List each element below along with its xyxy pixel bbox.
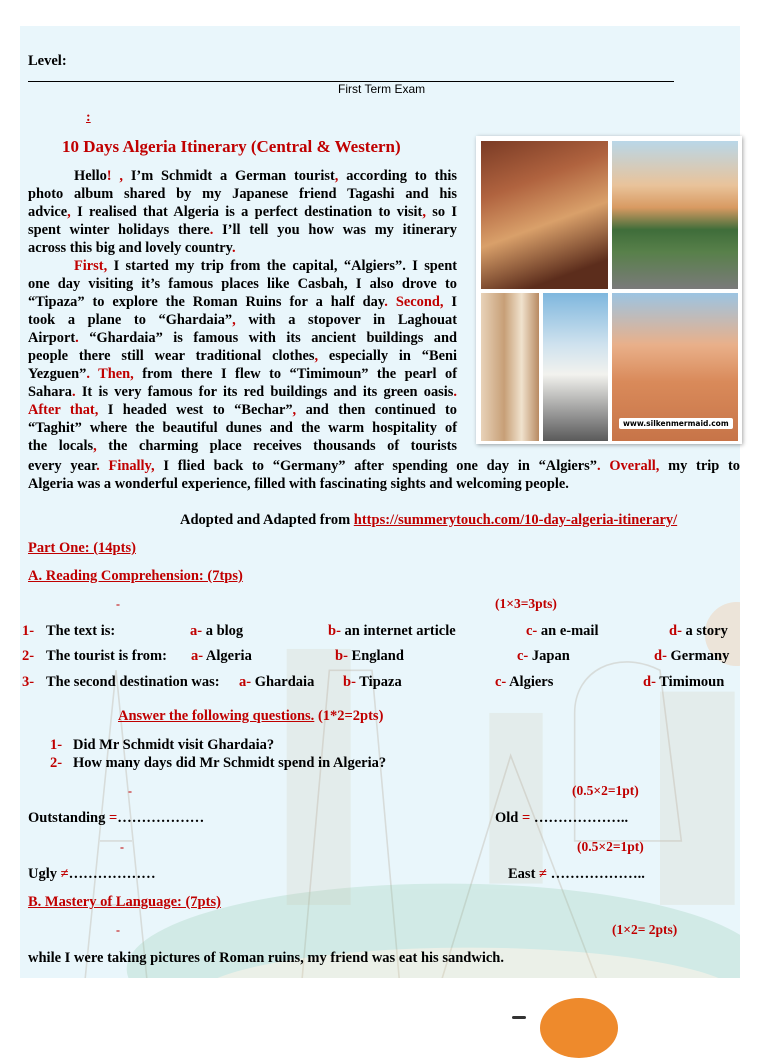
source-line (180, 512, 677, 529)
mcq-option-letter: b- (328, 623, 341, 639)
article-line (28, 457, 740, 475)
article-line (28, 239, 457, 257)
mcq-option-letter: a- (190, 623, 203, 639)
mcq-option-text: Timimoun (655, 674, 725, 690)
synonym-1-blank[interactable]: ……………… (117, 810, 205, 826)
article-body-narrow (28, 167, 457, 455)
article-text-run: , (422, 204, 426, 220)
task4-marker: - (120, 840, 124, 854)
article-text-run: . (75, 330, 79, 346)
article-body-full (28, 457, 740, 493)
synonym-2 (495, 810, 628, 827)
mcq-option-letter: b- (335, 648, 348, 664)
article-text-run: . (86, 366, 90, 382)
colon-mark: : (86, 110, 91, 125)
article-line (28, 329, 457, 347)
article-text-run: according to this (338, 168, 457, 184)
article-line (28, 275, 457, 293)
opposite-1 (28, 866, 156, 883)
article-text-run: I started my trip from the capital, “Algiers”. I spent (107, 258, 457, 274)
photo-collage (476, 136, 742, 444)
mcq-option-text: Algeria (203, 648, 252, 664)
article-text-run: across this big and lovely country (28, 240, 233, 256)
mcq-option-letter: d- (654, 648, 667, 664)
algiers-building-photo (543, 293, 608, 441)
article-text-run: Algeria was a wonderful experience, filled with fascinating sights and welcoming people. (28, 476, 569, 492)
article-title: 10 Days Algeria Itinerary (Central & Western) (62, 137, 401, 156)
article-text-run: people there still wear traditional clothes (28, 348, 315, 364)
opposite-2-blank[interactable]: ……………….. (550, 866, 645, 882)
mcq-option-letter: c- (526, 623, 538, 639)
article-line (28, 203, 457, 221)
exam-title: First Term Exam (338, 82, 426, 96)
article-text-run: so I (425, 204, 457, 220)
article-text-run: I’ll tell you how was my itinerary (213, 222, 457, 238)
mcq-option-text: a blog (202, 623, 244, 639)
article-text-run: I (443, 294, 457, 310)
mcq-stem: The tourist is from: (46, 648, 167, 664)
article-text-run: Yezguen” (28, 366, 87, 382)
article-text-run: Airport (28, 330, 76, 346)
section-b-heading: B. Mastery of Language: (7pts) (28, 894, 221, 910)
desert-road-photo (612, 141, 738, 289)
question-2 (50, 755, 386, 772)
mcq-option-letter: c- (495, 674, 507, 690)
task2-points: (1*2=2pts) (317, 708, 384, 724)
article-line (28, 475, 740, 493)
task3-points: (0.5×2=1pt) (572, 783, 639, 798)
casbah-street-photo (481, 141, 608, 289)
photo-caption: www.silkenmermaid.com (619, 418, 733, 429)
synonym-2-sign: = (522, 810, 531, 826)
article-text-run: the locals (28, 438, 94, 454)
opposite-2-sign: ≠ (539, 866, 547, 882)
article-text-run: I’m Schmidt a German tourist (123, 168, 335, 184)
article-text-run: I realised that Algeria is a perfect destination to visit (70, 204, 423, 220)
task2-heading: Answer the following questions. (118, 708, 315, 724)
article-text-run: photo album shared by my Japanese friend Tagashi and his (28, 186, 457, 202)
mcq-option-letter: a- (191, 648, 204, 664)
article-text-run: . (453, 384, 457, 400)
article-text-run: First, (74, 258, 108, 274)
article-text-run: Overall, (600, 458, 660, 474)
mcq-option[interactable] (190, 623, 243, 640)
synonym-1-word: Outstanding (28, 810, 106, 826)
article-line (28, 167, 457, 185)
mcq-option-text: a story (681, 623, 728, 639)
mcq-option-text: an e-mail (537, 623, 599, 639)
article-text-run: every year (28, 458, 97, 474)
article-text-run: with a stopover in Laghouat (235, 312, 457, 328)
question-2-text: How many days did Mr Schmidt spend in Algeria? (72, 755, 387, 771)
synonym-1 (28, 810, 204, 827)
source-link[interactable]: https://summerytouch.com/10-day-algeria-itinerary/ (353, 512, 678, 528)
article-text-run: , (314, 348, 319, 364)
article-text-run: , (232, 312, 236, 328)
task3-marker: - (128, 784, 132, 798)
mcq-option-letter: b- (343, 674, 356, 690)
mcq-option-letter: d- (643, 674, 656, 690)
article-text-run: . (596, 458, 601, 474)
article-text-run: spent winter holidays there (28, 222, 210, 238)
section-a-heading: A. Reading Comprehension: (7tps) (28, 568, 243, 584)
arch-photo (481, 293, 539, 441)
article-line (28, 365, 457, 383)
article-text-run: , (292, 402, 297, 418)
mcq-option[interactable] (669, 623, 728, 640)
synonym-2-word: Old (495, 810, 519, 826)
page-decoration-sun (540, 998, 618, 1058)
article-line (28, 401, 457, 419)
article-text-run: Second, (387, 294, 444, 310)
article-text-run: . (384, 294, 388, 310)
mcq-option[interactable] (654, 648, 729, 665)
article-line (28, 383, 457, 401)
article-text-run: “Taghit” where the beautiful dunes and the warm hospitality of (28, 420, 457, 436)
mcq-stem: The text is: (46, 623, 116, 639)
opposite-1-blank[interactable]: ……………… (68, 866, 156, 882)
task1-points: (1×3=3pts) (495, 596, 557, 611)
question-1-text: Did Mr Schmidt visit Ghardaia? (72, 737, 275, 753)
mcq-option-text: an internet article (340, 623, 456, 639)
mcq-option[interactable] (328, 623, 456, 640)
task5-points: (1×2= 2pts) (612, 922, 678, 937)
task1-marker: - (116, 597, 120, 611)
article-line (28, 221, 457, 239)
article-text-run: It is very famous for its red buildings and its green oasis (75, 384, 454, 400)
opposite-2 (508, 866, 645, 883)
mcq-option-text: Algiers (506, 674, 554, 690)
article-text-run: , (93, 438, 97, 454)
mcq-option[interactable] (495, 674, 553, 691)
mcq-option-letter: a- (239, 674, 252, 690)
article-text-run: . (232, 240, 236, 256)
article-line (28, 185, 457, 203)
article-line (28, 347, 457, 365)
mcq-option[interactable] (643, 674, 724, 691)
opposite-2-word: East (508, 866, 536, 882)
article-text-run: . (71, 384, 76, 400)
article-text-run: I headed west to “Bechar” (98, 402, 293, 418)
article-text-run: especially in “Beni (318, 348, 457, 364)
mcq-option[interactable] (239, 674, 314, 691)
mcq-option[interactable] (335, 648, 404, 665)
task2-heading-line (118, 708, 383, 725)
article-text-run: and then continued to (296, 402, 457, 418)
mcq-option[interactable] (517, 648, 570, 665)
article-text-run: “Ghardaia” is famous with its ancient buildings and (78, 330, 457, 346)
question-1-number: 1- (50, 737, 63, 753)
level-label: Level: (28, 53, 67, 69)
article-text-run: the charming place receives thousands of tourists (96, 438, 458, 454)
article-line (28, 257, 457, 275)
question-1 (50, 737, 274, 754)
mcq-option[interactable] (191, 648, 252, 665)
article-text-run: ! , (106, 168, 123, 184)
opposite-1-word: Ugly (28, 866, 57, 882)
source-prefix: Adopted and Adapted from (180, 512, 354, 528)
question-2-number: 2- (50, 755, 63, 771)
part-one-heading: Part One: (14pts) (28, 540, 136, 556)
article-text-run: from there I flew to “Timimoun” the pearl of (133, 366, 457, 382)
page-decoration-mark (512, 1016, 526, 1019)
article-line (28, 437, 457, 455)
article-text-run: . (96, 458, 100, 474)
task5-marker: - (116, 923, 120, 937)
article-text-run: I flied back to “Germany” after spending one day in “Algiers” (154, 458, 597, 474)
article-text-run: advice (28, 204, 68, 220)
article-text-run: my trip to (659, 458, 740, 474)
task5-sentence: while I were taking pictures of Roman ruins, my friend was eat his sandwich. (28, 950, 504, 966)
mcq-number: 3- (22, 674, 35, 690)
article-text-run: took a plane to “Ghardaia” (28, 312, 233, 328)
mcq-option-text: England (347, 648, 404, 664)
mcq-number: 2- (22, 648, 35, 664)
mcq-option-text: Japan (528, 648, 570, 664)
article-line (28, 419, 457, 437)
task4-points: (0.5×2=1pt) (577, 839, 644, 854)
article-text-run: , (67, 204, 71, 220)
article-line (28, 311, 457, 329)
mcq-option-letter: c- (517, 648, 529, 664)
synonym-1-sign: = (109, 810, 118, 826)
mcq-number: 1- (22, 623, 35, 639)
opposite-1-sign: ≠ (60, 866, 69, 882)
synonym-2-blank[interactable]: ……………….. (533, 810, 629, 826)
article-text-run: Hello (74, 168, 107, 184)
article-text-run: After that, (28, 402, 99, 418)
mcq-stem: The second destination was: (46, 674, 220, 690)
article-text-run: Finally, (99, 458, 155, 474)
article-text-run: “Tipaza” to explore the Roman Ruins for a half day (28, 294, 385, 310)
article-text-run: , (334, 168, 339, 184)
mcq-option[interactable] (343, 674, 402, 691)
article-line (28, 293, 457, 311)
mcq-option-text: Tipaza (355, 674, 402, 690)
mcq-option-letter: d- (669, 623, 682, 639)
article-text-run: one day visiting it’s famous places like Casbah, I also drove to (28, 276, 457, 292)
mcq-option-text: Germany (666, 648, 730, 664)
article-text-run: Sahara (28, 384, 72, 400)
mcq-option[interactable] (526, 623, 598, 640)
article-text-run: Then, (89, 366, 134, 382)
mcq-option-text: Ghardaia (251, 674, 315, 690)
article-text-run: . (209, 222, 214, 238)
